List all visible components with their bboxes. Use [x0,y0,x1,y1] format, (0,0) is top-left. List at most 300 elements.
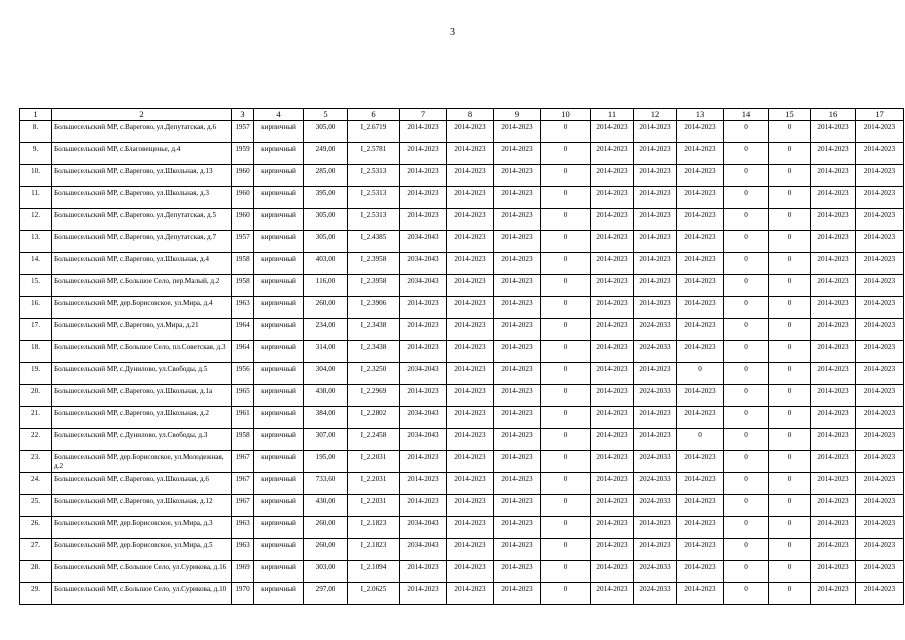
wall-material-cell: кирпичный [254,187,304,209]
wall-material-cell: кирпичный [254,561,304,583]
column-number: 9 [494,109,541,121]
period-cell: 2024-2033 [634,319,677,341]
period-cell: 0 [769,341,811,363]
period-cell: 2014-2023 [447,143,494,165]
row-number-cell: 24. [20,473,52,495]
area-cell: 438,00 [304,385,348,407]
period-cell: 0 [724,363,769,385]
table-row [20,495,904,517]
period-cell: 0 [769,429,811,451]
period-cell: 0 [541,451,591,473]
period-cell: 2014-2023 [494,473,541,495]
period-cell: 0 [724,275,769,297]
priority-index-cell: I_2.3958 [348,253,400,275]
period-cell: 2014-2023 [494,429,541,451]
wall-material-cell: кирпичный [254,275,304,297]
row-number-cell: 13. [20,231,52,253]
period-cell: 2014-2023 [591,363,634,385]
row-number-cell: 14. [20,253,52,275]
year-cell: 1960 [232,165,254,187]
address-cell: Большесельский МР, с.Варегово, ул.Школьная, д.6 [52,473,232,495]
period-cell: 0 [769,165,811,187]
address-cell: Большесельский МР, с.Большое Село, пер.Малый, д.2 [52,275,232,297]
period-cell: 2014-2023 [677,209,724,231]
period-cell: 2014-2023 [400,165,447,187]
period-cell: 2014-2023 [494,253,541,275]
priority-index-cell: I_2.3906 [348,297,400,319]
period-cell: 2014-2023 [811,143,856,165]
period-cell: 2034-2043 [400,539,447,561]
row-number-cell: 26. [20,517,52,539]
period-cell: 2014-2023 [634,517,677,539]
wall-material-cell: кирпичный [254,429,304,451]
period-cell: 0 [769,187,811,209]
priority-index-cell: I_2.3438 [348,319,400,341]
period-cell: 0 [724,451,769,473]
period-cell: 0 [541,539,591,561]
wall-material-cell: кирпичный [254,319,304,341]
period-cell: 0 [724,539,769,561]
period-cell: 2014-2023 [634,143,677,165]
period-cell: 2014-2023 [811,561,856,583]
page-number: 3 [450,27,455,38]
period-cell: 2014-2023 [856,385,904,407]
row-number-cell: 16. [20,297,52,319]
period-cell: 2014-2023 [400,583,447,605]
area-cell: 249,00 [304,143,348,165]
period-cell: 2014-2023 [591,385,634,407]
period-cell: 2014-2023 [856,517,904,539]
period-cell: 2014-2023 [447,407,494,429]
period-cell: 2014-2023 [447,231,494,253]
priority-index-cell: I_2.2458 [348,429,400,451]
area-cell: 314,00 [304,341,348,363]
period-cell: 2014-2023 [856,429,904,451]
area-cell: 297,00 [304,583,348,605]
priority-index-cell: I_2.3250 [348,363,400,385]
period-cell: 0 [541,253,591,275]
column-number: 4 [254,109,304,121]
period-cell: 2014-2023 [856,121,904,143]
period-cell: 0 [541,429,591,451]
period-cell: 0 [541,517,591,539]
period-cell: 0 [769,209,811,231]
year-cell: 1964 [232,319,254,341]
period-cell: 2014-2023 [447,319,494,341]
table-row [20,451,904,473]
wall-material-cell: кирпичный [254,495,304,517]
year-cell: 1963 [232,539,254,561]
period-cell: 2014-2023 [494,583,541,605]
period-cell: 2014-2023 [494,539,541,561]
period-cell: 2014-2023 [856,253,904,275]
wall-material-cell: кирпичный [254,517,304,539]
period-cell: 2014-2023 [856,341,904,363]
period-cell: 2014-2023 [811,341,856,363]
column-number: 16 [811,109,856,121]
year-cell: 1956 [232,363,254,385]
period-cell: 2014-2023 [494,143,541,165]
period-cell: 2014-2023 [400,473,447,495]
period-cell: 2014-2023 [811,539,856,561]
period-cell: 2014-2023 [591,319,634,341]
period-cell: 2014-2023 [811,407,856,429]
address-cell: Большесельский МР, с.Варегово, ул.Школьная, д.4 [52,253,232,275]
priority-index-cell: I_2.2031 [348,451,400,473]
priority-index-cell: I_2.1823 [348,517,400,539]
row-number-cell: 27. [20,539,52,561]
column-number: 15 [769,109,811,121]
period-cell: 2014-2023 [591,165,634,187]
period-cell: 0 [769,253,811,275]
period-cell: 2014-2023 [811,253,856,275]
period-cell: 2014-2023 [811,473,856,495]
period-cell: 2014-2023 [856,231,904,253]
wall-material-cell: кирпичный [254,121,304,143]
period-cell: 2014-2023 [677,583,724,605]
period-cell: 0 [541,407,591,429]
period-cell: 2024-2033 [634,583,677,605]
table-row [20,539,904,561]
priority-index-cell: I_2.4385 [348,231,400,253]
period-cell: 2014-2023 [591,407,634,429]
period-cell: 2014-2023 [634,275,677,297]
table-row [20,231,904,253]
period-cell: 2024-2033 [634,561,677,583]
period-cell: 2014-2023 [634,363,677,385]
row-number-cell: 23. [20,451,52,473]
table-row [20,209,904,231]
address-cell: Большесельский МР, с.Варегово, ул.Школьная, д.3 [52,187,232,209]
period-cell: 0 [677,429,724,451]
address-cell: Большесельский МР, с.Варегово, ул.Мира, д.21 [52,319,232,341]
period-cell: 0 [724,187,769,209]
period-cell: 2014-2023 [811,363,856,385]
period-cell: 2014-2023 [447,583,494,605]
wall-material-cell: кирпичный [254,165,304,187]
table-row [20,341,904,363]
column-number: 3 [232,109,254,121]
period-cell: 2014-2023 [856,187,904,209]
period-cell: 0 [769,121,811,143]
period-cell: 0 [769,451,811,473]
address-cell: Большесельский МР, с.Варегово, ул.Школьная, д.13 [52,165,232,187]
period-cell: 0 [769,407,811,429]
priority-index-cell: I_2.5313 [348,209,400,231]
period-cell: 0 [541,121,591,143]
period-cell: 2014-2023 [856,275,904,297]
period-cell: 2014-2023 [856,583,904,605]
period-cell: 0 [541,473,591,495]
period-cell: 0 [541,341,591,363]
period-cell: 0 [724,231,769,253]
period-cell: 0 [769,319,811,341]
period-cell: 0 [541,385,591,407]
period-cell: 2014-2023 [494,121,541,143]
address-cell: Большесельский МР, с.Большое Село, ул.Сурикова, д.16 [52,561,232,583]
row-number-cell: 22. [20,429,52,451]
priority-index-cell: I_2.0625 [348,583,400,605]
wall-material-cell: кирпичный [254,231,304,253]
period-cell: 2014-2023 [494,341,541,363]
period-cell: 2014-2023 [400,495,447,517]
wall-material-cell: кирпичный [254,341,304,363]
period-cell: 2014-2023 [856,319,904,341]
area-cell: 384,00 [304,407,348,429]
period-cell: 2014-2023 [856,451,904,473]
period-cell: 2034-2043 [400,407,447,429]
period-cell: 2014-2023 [494,319,541,341]
year-cell: 1958 [232,275,254,297]
period-cell: 2024-2033 [634,385,677,407]
year-cell: 1970 [232,583,254,605]
period-cell: 2014-2023 [447,473,494,495]
period-cell: 2014-2023 [634,297,677,319]
address-cell: Большесельский МР, с.Большое Село, пл.Советская, д.3 [52,341,232,363]
period-cell: 0 [769,583,811,605]
period-cell: 2014-2023 [856,165,904,187]
period-cell: 2014-2023 [591,209,634,231]
period-cell: 2014-2023 [400,561,447,583]
year-cell: 1965 [232,385,254,407]
period-cell: 0 [541,187,591,209]
period-cell: 2014-2023 [447,275,494,297]
row-number-cell: 10. [20,165,52,187]
wall-material-cell: кирпичный [254,363,304,385]
row-number-cell: 17. [20,319,52,341]
table-row [20,517,904,539]
year-cell: 1967 [232,473,254,495]
area-cell: 116,00 [304,275,348,297]
row-number-cell: 29. [20,583,52,605]
period-cell: 2014-2023 [447,429,494,451]
period-cell: 2014-2023 [856,209,904,231]
period-cell: 2014-2023 [447,165,494,187]
wall-material-cell: кирпичный [254,143,304,165]
period-cell: 2014-2023 [591,473,634,495]
period-cell: 2014-2023 [677,121,724,143]
period-cell: 2014-2023 [494,209,541,231]
period-cell: 2014-2023 [811,297,856,319]
period-cell: 2014-2023 [634,231,677,253]
period-cell: 2014-2023 [634,429,677,451]
period-cell: 2014-2023 [494,451,541,473]
period-cell: 2014-2023 [811,121,856,143]
period-cell: 2014-2023 [634,539,677,561]
row-number-cell: 15. [20,275,52,297]
column-number: 11 [591,109,634,121]
address-cell: Большесельский МР, с.Варегово, ул.Школьная, д.1а [52,385,232,407]
period-cell: 2014-2023 [634,121,677,143]
area-cell: 305,00 [304,209,348,231]
priority-index-cell: I_2.3958 [348,275,400,297]
table-row [20,297,904,319]
period-cell: 2014-2023 [494,165,541,187]
period-cell: 2014-2023 [677,473,724,495]
period-cell: 2014-2023 [811,583,856,605]
period-cell: 2014-2023 [591,429,634,451]
period-cell: 0 [541,583,591,605]
period-cell: 2014-2023 [400,319,447,341]
row-number-cell: 19. [20,363,52,385]
period-cell: 2014-2023 [677,231,724,253]
column-number: 7 [400,109,447,121]
period-cell: 2014-2023 [677,187,724,209]
year-cell: 1958 [232,253,254,275]
period-cell: 0 [724,121,769,143]
row-number-cell: 28. [20,561,52,583]
column-number: 17 [856,109,904,121]
period-cell: 2014-2023 [494,187,541,209]
area-cell: 304,00 [304,363,348,385]
priority-index-cell: I_2.2031 [348,495,400,517]
period-cell: 2014-2023 [811,275,856,297]
address-cell: Большесельский МР, с.Большое Село, ул.Сурикова, д.10 [52,583,232,605]
period-cell: 0 [724,385,769,407]
period-cell: 2014-2023 [447,253,494,275]
table-row [20,561,904,583]
period-cell: 2014-2023 [677,561,724,583]
priority-index-cell: I_2.5313 [348,187,400,209]
period-cell: 2014-2023 [591,275,634,297]
address-cell: Большесельский МР, с.Дунилово, ул.Свободы, д.5 [52,363,232,385]
period-cell: 0 [769,495,811,517]
address-cell: Большесельский МР, с.Варегово. ул.Депутатская, д.5 [52,209,232,231]
period-cell: 2014-2023 [591,341,634,363]
period-cell: 2014-2023 [447,187,494,209]
period-cell: 2014-2023 [677,495,724,517]
priority-index-cell: I_2.2802 [348,407,400,429]
period-cell: 2014-2023 [811,429,856,451]
period-cell: 2014-2023 [677,385,724,407]
period-cell: 2014-2023 [856,407,904,429]
priority-index-cell: I_2.5781 [348,143,400,165]
period-cell: 2014-2023 [447,121,494,143]
period-cell: 2034-2043 [400,275,447,297]
row-number-cell: 8. [20,121,52,143]
period-cell: 0 [677,363,724,385]
year-cell: 1964 [232,341,254,363]
period-cell: 0 [724,297,769,319]
period-cell: 0 [724,495,769,517]
address-cell: Большесельский МР, с.Благовещенье, д.4 [52,143,232,165]
year-cell: 1963 [232,517,254,539]
period-cell: 2034-2043 [400,363,447,385]
period-cell: 0 [541,275,591,297]
priority-index-cell: I_2.2031 [348,473,400,495]
column-number: 2 [52,109,232,121]
address-cell: Большесельский МР, с.Варегово, ул.Депутатская, д.6 [52,121,232,143]
period-cell: 0 [769,143,811,165]
column-number-row [20,109,904,121]
period-cell: 2014-2023 [811,165,856,187]
period-cell: 2014-2023 [634,209,677,231]
address-cell: Большесельский МР, с.Дунилово, ул.Свободы, д.3 [52,429,232,451]
period-cell: 2014-2023 [494,561,541,583]
row-number-cell: 9. [20,143,52,165]
table-row [20,473,904,495]
period-cell: 2024-2033 [634,495,677,517]
period-cell: 2014-2023 [591,583,634,605]
period-cell: 2014-2023 [811,231,856,253]
row-number-cell: 12. [20,209,52,231]
period-cell: 0 [724,209,769,231]
period-cell: 0 [724,319,769,341]
period-cell: 2014-2023 [447,363,494,385]
wall-material-cell: кирпичный [254,209,304,231]
address-cell: Большесельский МР, дер.Борисовское, ул.Мира, д.5 [52,539,232,561]
period-cell: 2014-2023 [591,451,634,473]
period-cell: 0 [724,583,769,605]
housing-registry-table [19,108,904,605]
period-cell: 2014-2023 [634,407,677,429]
area-cell: 430,00 [304,495,348,517]
column-number: 13 [677,109,724,121]
table-row [20,121,904,143]
year-cell: 1961 [232,407,254,429]
period-cell: 2014-2023 [856,297,904,319]
period-cell: 0 [769,517,811,539]
period-cell: 2014-2023 [591,517,634,539]
period-cell: 2014-2023 [591,495,634,517]
period-cell: 2014-2023 [677,143,724,165]
priority-index-cell: I_2.2969 [348,385,400,407]
column-number: 5 [304,109,348,121]
area-cell: 403,00 [304,253,348,275]
period-cell: 0 [541,319,591,341]
period-cell: 0 [724,517,769,539]
period-cell: 0 [769,297,811,319]
period-cell: 0 [541,495,591,517]
priority-index-cell: I_2.1823 [348,539,400,561]
period-cell: 0 [541,231,591,253]
area-cell: 395,00 [304,187,348,209]
period-cell: 0 [724,253,769,275]
table-row [20,143,904,165]
address-cell: Большесельский МР, с.Варегово, ул.Депутатская, д.7 [52,231,232,253]
table-row [20,429,904,451]
period-cell: 2014-2023 [856,495,904,517]
period-cell: 2014-2023 [447,451,494,473]
period-cell: 2014-2023 [591,187,634,209]
area-cell: 307,00 [304,429,348,451]
address-cell: Большесельский МР, дер.Борисовское, ул.Мира, д.3 [52,517,232,539]
period-cell: 0 [769,385,811,407]
period-cell: 2014-2023 [400,121,447,143]
period-cell: 0 [724,407,769,429]
area-cell: 260,00 [304,517,348,539]
area-cell: 733,60 [304,473,348,495]
period-cell: 2014-2023 [494,517,541,539]
address-cell: Большесельский МР, с.Варегово, ул.Школьная, д.12 [52,495,232,517]
period-cell: 2014-2023 [677,539,724,561]
period-cell: 2014-2023 [447,297,494,319]
period-cell: 2014-2023 [400,187,447,209]
period-cell: 2014-2023 [591,143,634,165]
column-number: 8 [447,109,494,121]
period-cell: 2014-2023 [447,517,494,539]
address-cell: Большесельский МР, с.Варегово, ул.Школьная, д.2 [52,407,232,429]
period-cell: 0 [724,165,769,187]
column-number: 1 [20,109,52,121]
period-cell: 2014-2023 [494,231,541,253]
column-number: 10 [541,109,591,121]
period-cell: 2014-2023 [400,297,447,319]
year-cell: 1957 [232,231,254,253]
wall-material-cell: кирпичный [254,583,304,605]
period-cell: 2024-2033 [634,451,677,473]
period-cell: 2024-2033 [634,473,677,495]
